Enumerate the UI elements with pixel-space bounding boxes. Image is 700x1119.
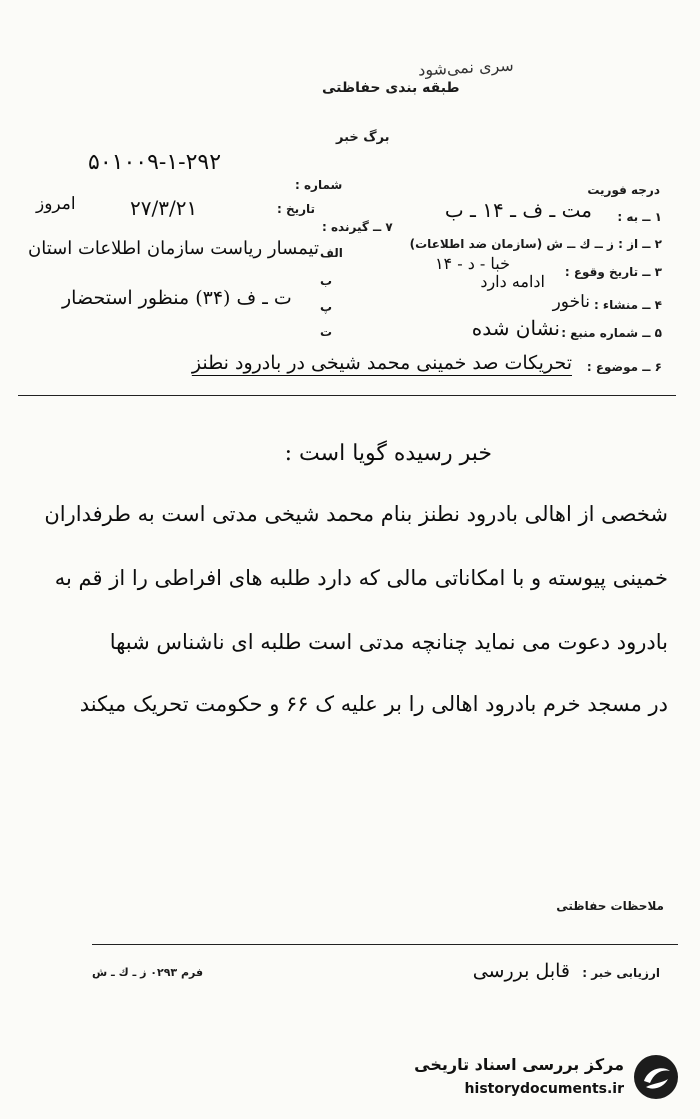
recipient-mark-3: پ — [320, 300, 333, 314]
field-6-label: ۶ ــ موضوع : — [586, 360, 662, 374]
recipient-mark-4: ت — [320, 325, 333, 339]
priority-label: درجه فوریت — [587, 183, 660, 197]
field-5-label: ۵ ــ شماره منبع : — [561, 326, 662, 340]
recipient-text-1: تیمسار ریاست سازمان اطلاعات استان — [28, 238, 319, 259]
archive-watermark — [392, 1049, 682, 1111]
date-note: امروز — [36, 194, 76, 214]
evaluation-label: ارزیابی خبر : — [582, 966, 660, 980]
recipients-label: ۷ ــ گیرنده : — [322, 220, 393, 234]
field-2-extra: خبا - د - ۱۴ — [434, 254, 510, 273]
form-code: فرم ۰۲۹۳ ز ـ ك ـ ش — [92, 966, 204, 979]
recipient-text-2: ت ـ ف (۳۴) منظور استحضار — [62, 287, 292, 309]
evaluation-value: قابل بررسی — [472, 960, 570, 982]
classification-label: طبقه بندی حفاظتی — [322, 80, 460, 96]
body-line-4: در مسجد خرم بادرود اهالی را بر علیه ک ۶۶ و حکومت تحریک میکند — [79, 692, 668, 716]
field-4-value: ناخور — [552, 292, 590, 312]
number-value: ۵۰۱۰۰۹-۱-۲۹۲ — [88, 150, 222, 175]
protective-notes-label: ملاحظات حفاظتی — [556, 899, 664, 913]
field-3-label: ۳ ــ تاريخ وقوع : — [564, 265, 662, 279]
recipient-mark-1: الف — [320, 246, 343, 260]
watermark-site: historydocuments.ir — [464, 1081, 624, 1097]
number-label: شماره : — [295, 178, 343, 192]
field-6-value: تحریکات صد خمینی محمد شیخی در بادرود نطنز — [191, 352, 572, 374]
field-4-label: ۴ ــ منشاء : — [593, 298, 662, 312]
archive-logo-icon — [632, 1053, 680, 1101]
footer-divider — [92, 944, 678, 945]
field-2-label: ۲ ــ از : ز ــ ك ــ ش (سازمان ضد اطلاعات) — [409, 237, 662, 251]
body-intro: خبر رسیده گویا است : — [284, 441, 492, 466]
recipient-mark-2: ب — [320, 274, 333, 288]
handwritten-top-note: سری نمی‌شود — [417, 55, 515, 80]
form-title: برگ خبر — [336, 130, 390, 145]
body-line-1: شخصی از اهالی بادرود نطنز بنام محمد شیخی مدتی است به طرفداران — [44, 502, 668, 526]
date-value: ۲۷/۳/۲۱ — [130, 196, 198, 220]
body-line-2: خمینی پیوسته و با امکاناتی مالی که دارد طلبه های افراطی را از قم به — [54, 566, 668, 590]
field-3-value: ادامه دارد — [480, 272, 545, 291]
body-line-3: بادرود دعوت می نماید چنانچه مدتی است طلبه ای ناشناس شبها — [109, 630, 668, 654]
watermark-name: مرکز بررسی اسناد تاریخی — [414, 1055, 624, 1074]
date-label: تاریخ : — [277, 202, 316, 216]
header-divider — [18, 395, 676, 396]
field-1-value: مت ـ ف ـ ۱۴ ـ ب — [444, 198, 592, 222]
field-5-value: نشان شده — [471, 316, 560, 340]
field-1-label: ۱ ــ به : — [617, 210, 662, 224]
